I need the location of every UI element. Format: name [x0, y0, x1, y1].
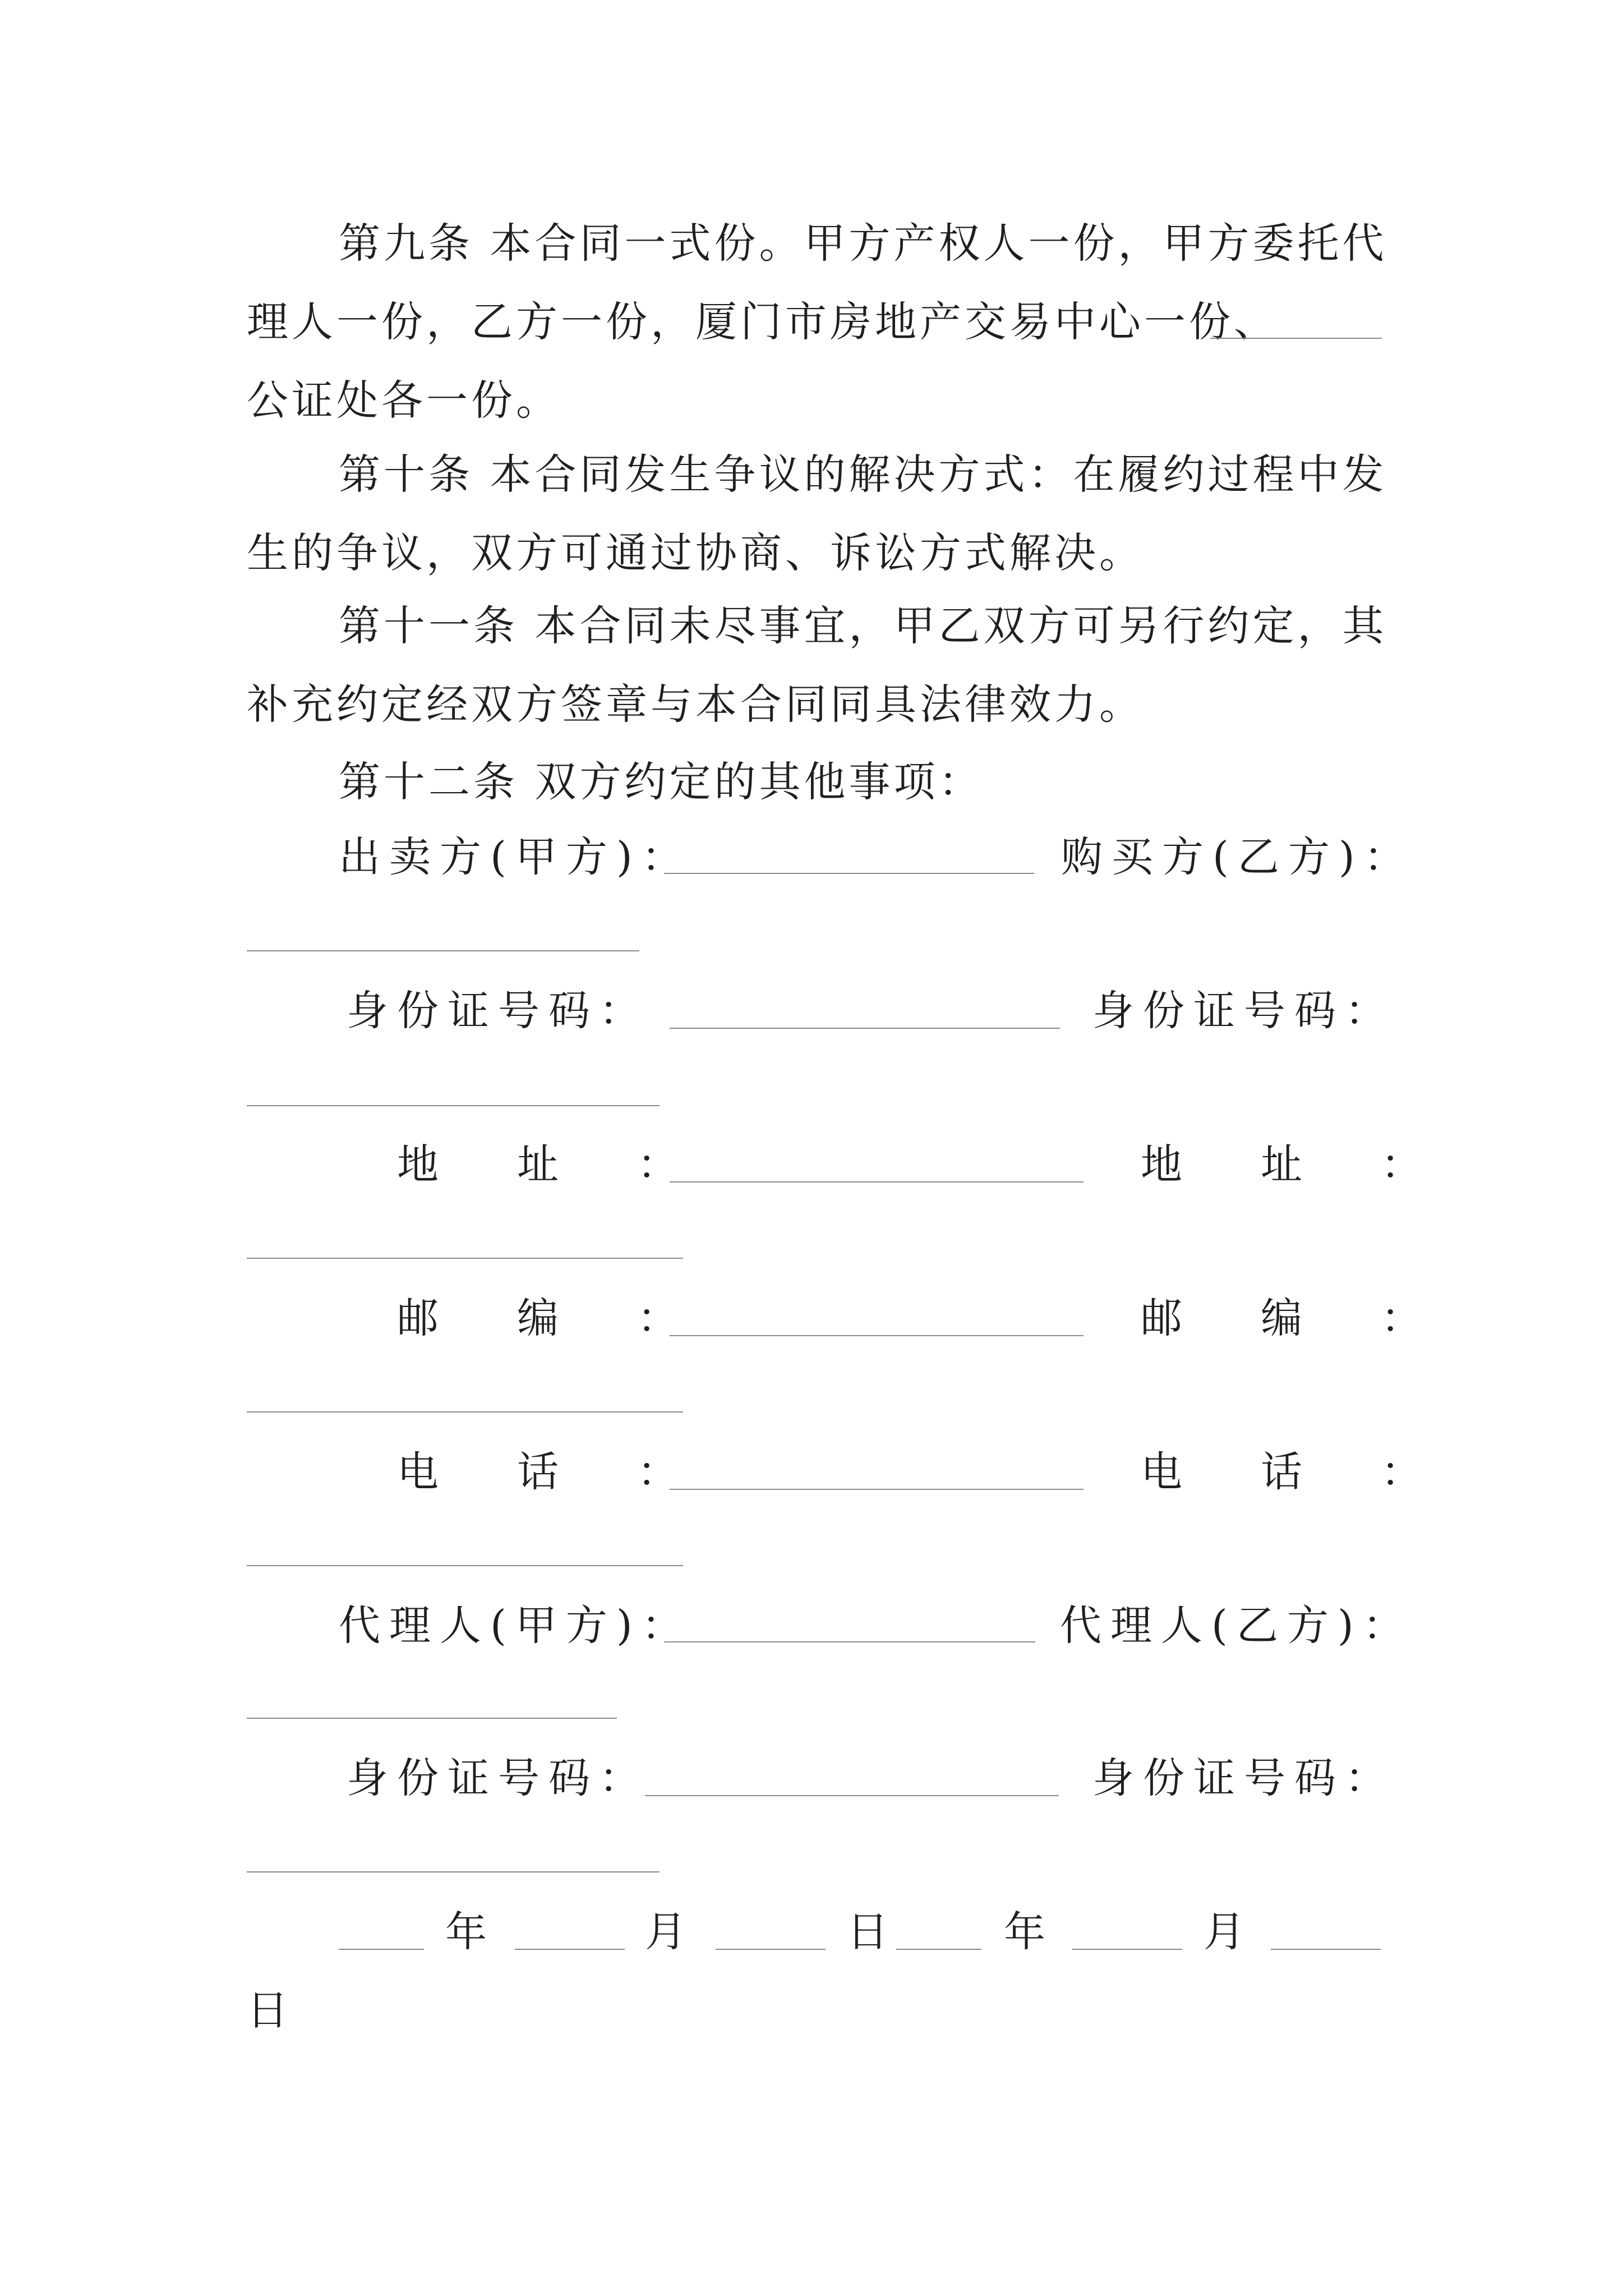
article-9-line-3: 公证处各一份。 — [247, 376, 561, 425]
agent-a-id-label: 身份证号码： — [347, 1754, 649, 1802]
date-b-year-label: 年 — [1004, 1908, 1045, 1956]
buyer-phone-blank-line[interactable] — [247, 1565, 683, 1566]
article-11-line-2: 补充约定经双方签章与本合同同具法律效力。 — [247, 680, 1144, 729]
article-12-line-1: 第十二条 双方约定的其他事项： — [339, 758, 984, 806]
agent-a-id-blank-line[interactable] — [645, 1795, 1059, 1796]
article-9-line-2: 理人一份，乙方一份，厦门市房地产交易中心一份、 — [247, 298, 1279, 346]
article-11-line-1: 第十一条 本合同未尽事宜，甲乙双方可另行约定，其 — [339, 602, 1387, 650]
date-b-year-blank[interactable] — [896, 1949, 981, 1950]
agent-b-id-blank-line[interactable] — [247, 1871, 660, 1872]
date-b-month-blank[interactable] — [1072, 1949, 1182, 1950]
buyer-phone-label: 电话： — [1141, 1448, 1501, 1496]
agent-b-label: 代理人(乙方)： — [1060, 1602, 1413, 1650]
seller-phone-blank-line[interactable] — [670, 1489, 1083, 1490]
buyer-label: 购买方(乙方)： — [1061, 833, 1414, 881]
date-a-year-blank[interactable] — [339, 1949, 424, 1950]
buyer-address-blank-line[interactable] — [247, 1258, 683, 1259]
buyer-blank-line[interactable] — [247, 950, 639, 951]
date-a-month-blank[interactable] — [515, 1949, 625, 1950]
seller-address-label: 地址： — [397, 1140, 757, 1189]
agent-b-blank-line[interactable] — [247, 1718, 617, 1719]
date-b-day-blank[interactable] — [1271, 1949, 1381, 1950]
date-b-month-label: 月 — [1204, 1908, 1245, 1956]
seller-postcode-blank-line[interactable] — [670, 1335, 1083, 1336]
date-a-day-label: 日 — [847, 1908, 888, 1956]
agent-a-blank-line[interactable] — [664, 1641, 1035, 1642]
agent-b-id-label: 身份证号码： — [1092, 1754, 1395, 1802]
buyer-address-label: 地址： — [1141, 1140, 1501, 1189]
date-a-day-blank[interactable] — [716, 1949, 826, 1950]
seller-phone-label: 电话： — [397, 1448, 757, 1496]
agent-a-label: 代理人(甲方)： — [339, 1602, 692, 1650]
seller-id-label: 身份证号码： — [347, 987, 649, 1035]
date-b-day-label: 日 — [247, 1986, 288, 2035]
buyer-id-blank-line[interactable] — [247, 1105, 660, 1106]
article-10-line-2: 生的争议，双方可通过协商、诉讼方式解决。 — [247, 529, 1144, 577]
date-a-month-label: 月 — [645, 1908, 686, 1956]
buyer-postcode-label: 邮编： — [1141, 1294, 1501, 1342]
notary-blank-line — [1210, 338, 1382, 339]
seller-postcode-label: 邮编： — [397, 1294, 757, 1342]
seller-id-blank-line[interactable] — [670, 1028, 1060, 1029]
article-10-line-1: 第十条 本合同发生争议的解决方式：在履约过程中发 — [339, 450, 1387, 499]
seller-blank-line[interactable] — [664, 873, 1034, 874]
date-a-year-label: 年 — [445, 1908, 487, 1956]
seller-label: 出卖方(甲方)： — [339, 833, 692, 881]
article-9-line-1: 第九条 本合同一式份。甲方产权人一份，甲方委托代 — [339, 219, 1387, 268]
seller-address-blank-line[interactable] — [670, 1181, 1083, 1182]
buyer-id-label: 身份证号码： — [1092, 987, 1395, 1035]
buyer-postcode-blank-line[interactable] — [247, 1411, 683, 1412]
